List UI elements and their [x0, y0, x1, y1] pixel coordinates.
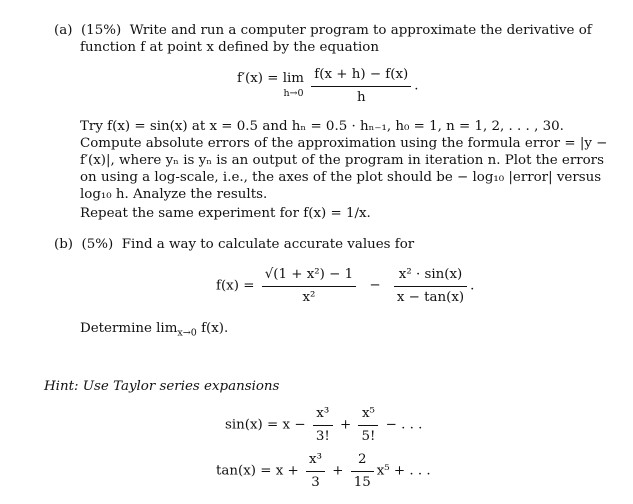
- fraction-2: [394, 266, 467, 306]
- sin-term-2-numerator: x⁵: [361, 406, 375, 421]
- sin-term-1: [313, 405, 333, 445]
- part-b-header: [54, 236, 414, 254]
- limit-block: [237, 70, 304, 102]
- fx-minus: −: [369, 278, 381, 294]
- sin-end: − . . .: [385, 417, 423, 433]
- try-line-1: Try f(x) = sin(x) at x = 0.5 and hₙ = 0.5 · hₙ₋₁, h₀ = 1, n = 1, 2, . . . , 30.: [80, 119, 564, 134]
- difference-quotient-denominator: h: [311, 86, 411, 107]
- hint-text: Hint: Use Taylor series expansions: [44, 379, 280, 394]
- part-a-intro-line1: Write and run a computer program to approximate the derivative of: [129, 23, 592, 38]
- fraction-2-numerator: x² · sin(x): [398, 267, 463, 282]
- fraction-1-numerator: √(1 + x²) − 1: [264, 267, 354, 282]
- try-line-4: on using a log-scale, i.e., the axes of the plot should be − log₁₀ |error| versus: [80, 170, 602, 185]
- sin-plus: +: [339, 417, 352, 433]
- tan-term-1-numerator: x³: [309, 452, 322, 467]
- sin-term-2-denominator: 5!: [358, 425, 378, 446]
- part-a-header: [54, 22, 592, 40]
- fx-period: .: [470, 278, 475, 294]
- determine-subscript: x→0: [177, 327, 197, 339]
- part-a-intro-line2: function f at point x defined by the equation: [80, 40, 379, 55]
- fraction-1: [262, 266, 356, 306]
- sin-term-1-numerator: x³: [316, 406, 330, 421]
- tan-plus: +: [332, 463, 344, 479]
- tan-lhs: tan(x) = x +: [216, 463, 299, 479]
- sin-lhs: sin(x) = x −: [225, 417, 306, 433]
- part-a-label: (a): [54, 23, 73, 38]
- tan-term-2-denominator: 15: [351, 471, 374, 492]
- try-line-3: f′(x)|, where yₙ is yₙ is an output of the program in iteration n. Plot the errors: [80, 153, 604, 168]
- derivative-equation: [237, 66, 419, 106]
- part-a-weight: (15%): [80, 23, 122, 38]
- derivative-period: .: [414, 78, 419, 94]
- part-b-label: (b): [54, 237, 74, 252]
- limit-subscript: h→0: [283, 87, 304, 99]
- sin-term-2: [358, 405, 378, 445]
- tan-term-2: [351, 451, 374, 491]
- difference-quotient: [311, 66, 411, 106]
- try-line-2: Compute absolute errors of the approximation using the formula error = |y −: [80, 136, 608, 151]
- try-line-5: log₁₀ h. Analyze the results.: [80, 187, 268, 202]
- determine-limit: [80, 320, 578, 338]
- fx-equation: [216, 266, 474, 306]
- tan-series: [216, 451, 431, 491]
- sin-series: [225, 405, 422, 445]
- fraction-2-denominator: x − tan(x): [394, 286, 467, 307]
- sin-term-1-denominator: 3!: [313, 425, 333, 446]
- tan-term-1: [306, 451, 325, 491]
- part-b-weight: (5%): [81, 237, 114, 252]
- determine-end: f(x).: [201, 321, 229, 336]
- tan-term-1-denominator: 3: [306, 471, 325, 492]
- tan-tail: x⁵ + . . .: [376, 463, 431, 479]
- determine-text: Determine lim: [80, 321, 178, 336]
- part-b-intro: Find a way to calculate accurate values for: [121, 237, 415, 252]
- repeat-line: Repeat the same experiment for f(x) = 1/x.: [80, 206, 371, 221]
- fraction-1-denominator: x²: [262, 286, 356, 307]
- derivative-lhs: f′(x) = lim: [237, 71, 304, 86]
- fx-lhs: f(x) =: [216, 278, 255, 294]
- tan-term-2-numerator: 2: [357, 452, 367, 467]
- difference-quotient-numerator: f(x + h) − f(x): [314, 67, 409, 82]
